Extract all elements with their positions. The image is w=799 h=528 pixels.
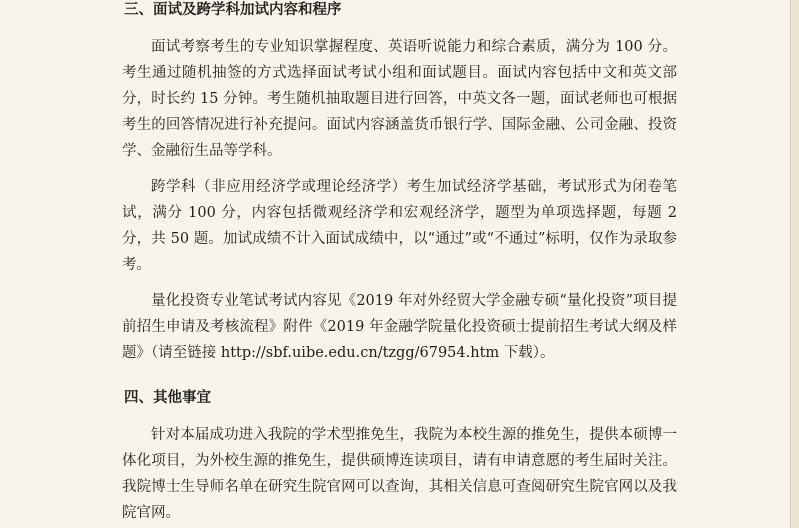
page-right-border bbox=[790, 0, 799, 528]
section-3-paragraph-3: 量化投资专业笔试考试内容见《2019 年对外经贸大学金融专硕“量化投资”项目提前招生申请及考核流程》附件《2019 年金融学院量化投资硕士提前招生考试大纲及样题》（请至链接 http://sbf.uibe.edu.cn/tzgg/67954.htm 下载）。 bbox=[122, 293, 677, 361]
section-3-paragraph-1: 面试考察考生的专业知识掌握程度、英语听说能力和综合素质，满分为 100 分。考生通过随机抽签的方式选择面试考试小组和面试题目。面试内容包括中文和英文部分，时长约 15 分钟。考生随机抽取题目进行回答，中英文各一题，面试老师也可根据考生的回答情况进行补充提问。面试内容涵盖货币银行学、国际金融、公司金融、投资学、金融衍生品等学科。 bbox=[122, 39, 677, 159]
section-3-paragraph-2: 跨学科（非应用经济学或理论经济学）考生加试经济学基础，考试形式为闭卷笔试，满分 100 分，内容包括微观经济学和宏观经济学，题型为单项选择题，每题 2 分，共 50 题。加试成绩不计入面试成绩中，以“通过”或“不通过”标明，仅作为录取参考。 bbox=[122, 179, 677, 273]
document-page bbox=[122, 0, 677, 526]
section-3-heading: 三、面试及跨学科加试内容和程序 bbox=[124, 1, 342, 18]
section-4-paragraph-1: 针对本届成功进入我院的学术型推免生，我院为本校生源的推免生，提供本硕博一体化项目，为外校生源的推免生，提供硕博连读项目，请有申请意愿的考生届时关注。我院博士生导师名单在研究生院官网可以查询，其相关信息可查阅研究生院官网以及我院官网。 bbox=[122, 427, 677, 521]
section-4-heading: 四、其他事宜 bbox=[124, 389, 211, 406]
